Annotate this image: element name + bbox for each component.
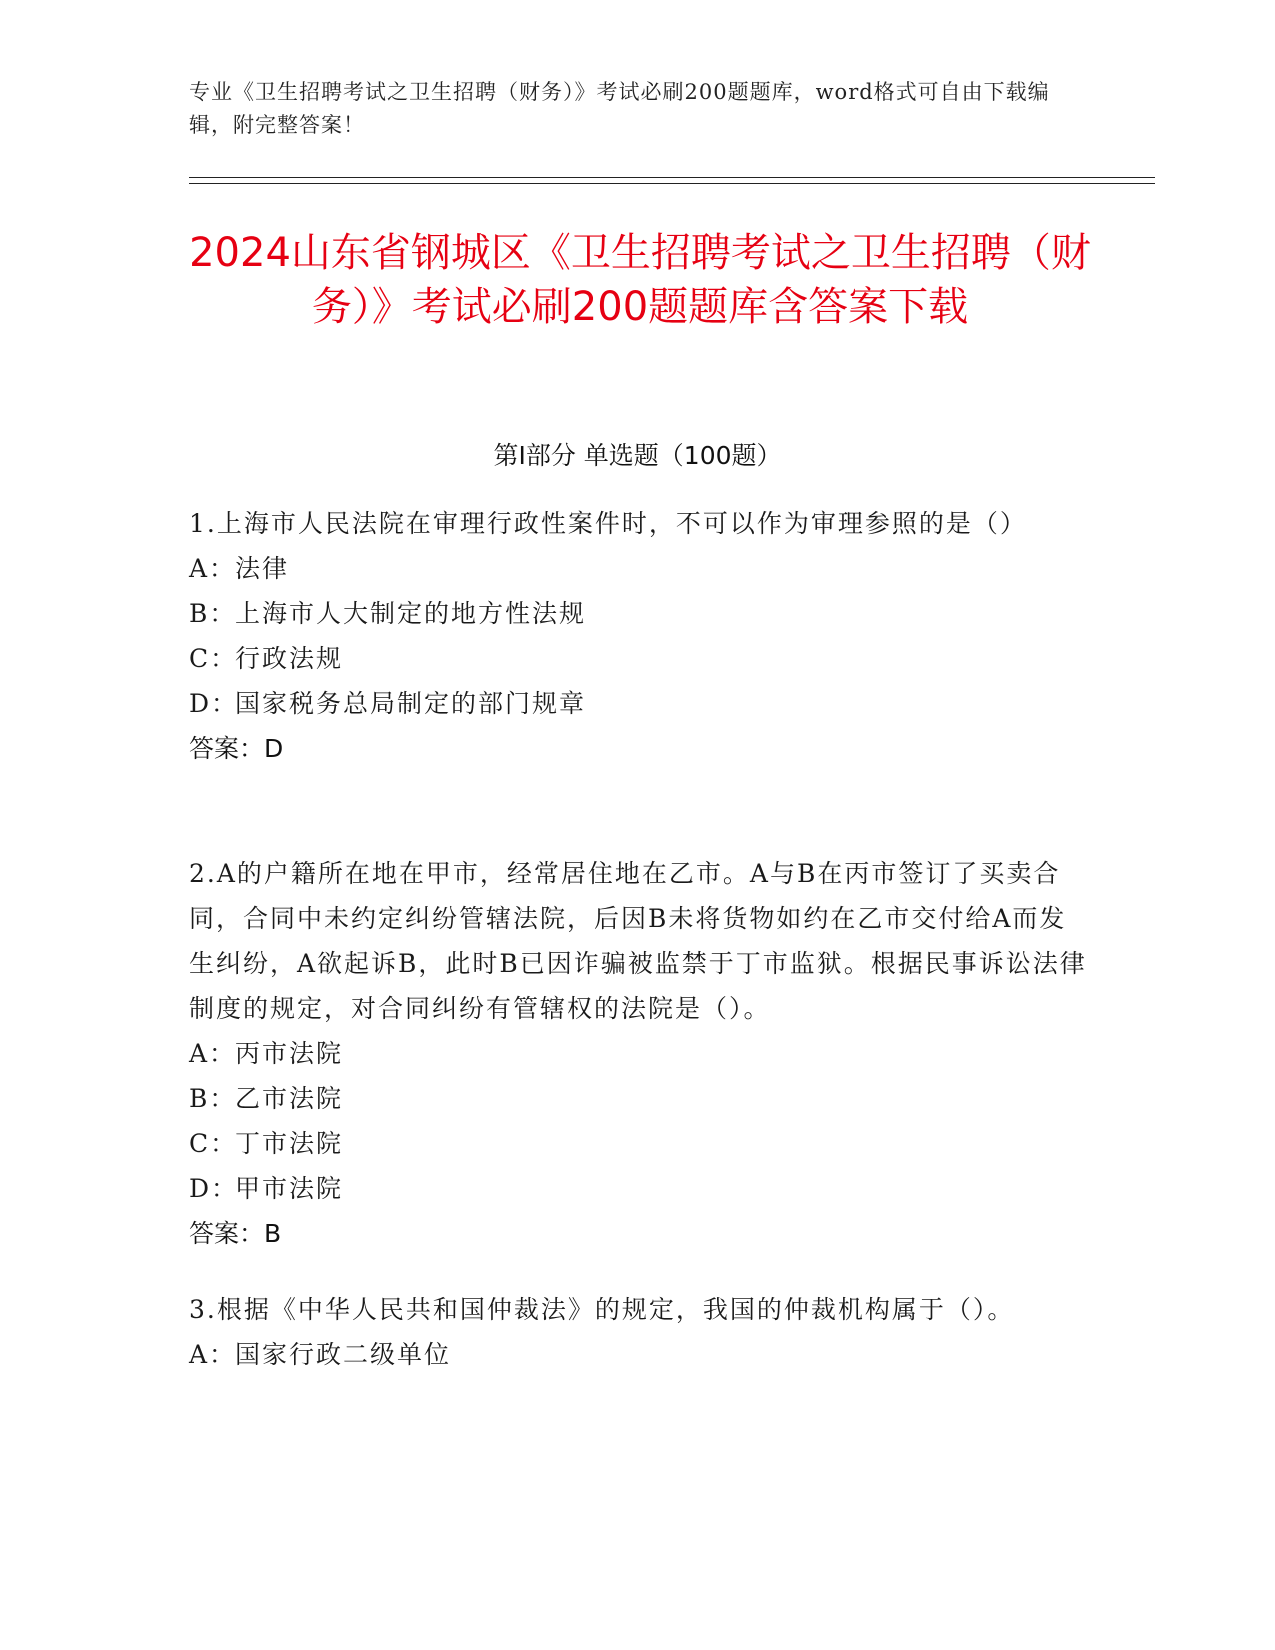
- option-text: 乙市法院: [235, 1084, 344, 1113]
- option-key: B：: [189, 599, 237, 628]
- option-text: 国家税务总局制定的部门规章: [235, 689, 587, 718]
- option-c: [189, 636, 1089, 681]
- option-b: [189, 1076, 1089, 1121]
- option-key: A：: [189, 554, 237, 583]
- question-2: [189, 851, 1089, 1256]
- document-title: 2024山东省钢城区《卫生招聘考试之卫生招聘（财务）》考试必刷200题题库含答案下载: [189, 230, 1091, 330]
- option-a: [189, 1031, 1089, 1076]
- question-stem: 2.A的户籍所在地在甲市，经常居住地在乙市。A与B在丙市签订了买卖合同，合同中未约定纠纷管辖法院，后因B未将货物如约在乙市交付给A而发生纠纷，A欲起诉B，此时B已因诈骗被监禁于丁市监狱。根据民事诉讼法律制度的规定，对合同纠纷有管辖权的法院是（）。: [189, 859, 1087, 1023]
- question-stem: 1.上海市人民法院在审理行政性案件时，不可以作为审理参照的是（）: [189, 509, 1027, 538]
- option-text: 上海市人大制定的地方性法规: [235, 599, 587, 628]
- option-key: D：: [189, 1174, 239, 1203]
- option-a: [189, 546, 1089, 591]
- option-key: A：: [189, 1340, 237, 1369]
- option-text: 甲市法院: [235, 1174, 344, 1203]
- option-text: 丙市法院: [235, 1039, 344, 1068]
- option-d: [189, 681, 1089, 726]
- header-note: 专业《卫生招聘考试之卫生招聘（财务）》考试必刷200题题库，word格式可自由下载编辑，附完整答案！: [189, 80, 1050, 137]
- option-text: 法律: [235, 554, 290, 583]
- option-key: A：: [189, 1039, 237, 1068]
- question-stem: 3.根据《中华人民共和国仲裁法》的规定，我国的仲裁机构属于（）。: [189, 1295, 1015, 1324]
- header-rule-bottom: [189, 183, 1155, 184]
- option-text: 丁市法院: [235, 1129, 344, 1158]
- option-key: B：: [189, 1084, 237, 1113]
- answer-line: 答案：D: [189, 734, 284, 763]
- option-d: [189, 1166, 1089, 1211]
- option-key: D：: [189, 689, 239, 718]
- option-text: 国家行政二级单位: [235, 1340, 452, 1369]
- header-rule-top: [189, 177, 1155, 178]
- option-a: [189, 1332, 1089, 1377]
- answer-line: 答案：B: [189, 1219, 282, 1248]
- option-b: [189, 591, 1089, 636]
- question-1: [189, 501, 1089, 771]
- option-key: C：: [189, 1129, 238, 1158]
- option-key: C：: [189, 644, 238, 673]
- question-3: [189, 1287, 1089, 1377]
- option-c: [189, 1121, 1089, 1166]
- section-heading: 第Ⅰ部分 单选题（100题）: [493, 441, 782, 470]
- option-text: 行政法规: [235, 644, 344, 673]
